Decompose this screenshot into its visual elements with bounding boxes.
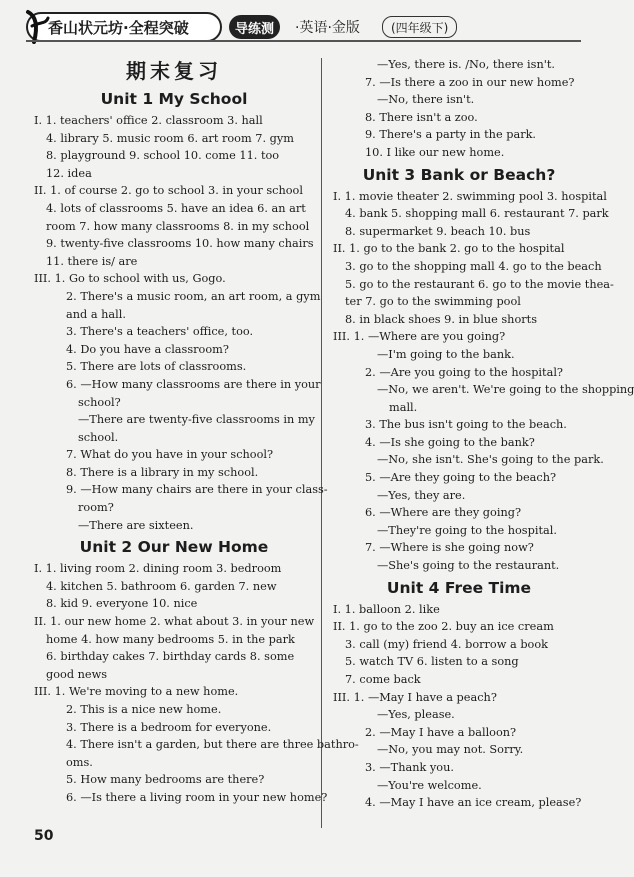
answer-line: 2. —May I have a balloon? bbox=[365, 725, 517, 739]
column-divider bbox=[321, 58, 322, 828]
answer-line: 8. There is a library in my school. bbox=[66, 465, 259, 479]
answer-line: ter 7. go to the swimming pool bbox=[345, 295, 521, 309]
answer-line: III. 1. —May I have a peach? bbox=[333, 690, 497, 704]
answer-line: room? bbox=[78, 501, 114, 515]
answer-line: III. 1. We're moving to a new home. bbox=[34, 685, 239, 699]
answer-line: 11. there is/ are bbox=[46, 254, 138, 268]
grade-label: (四年级下) bbox=[382, 16, 457, 38]
answer-line: 4. There isn't a garden, but there are three bathro- bbox=[66, 738, 359, 752]
answer-line: 4. kitchen 5. bathroom 6. garden 7. new bbox=[46, 579, 277, 593]
answer-line: II. 1. of course 2. go to school 3. in your school bbox=[34, 184, 303, 198]
answer-line: —There are twenty-five classrooms in my bbox=[78, 413, 315, 427]
answer-line: 9. There's a party in the park. bbox=[365, 128, 537, 142]
answer-line: —No, she isn't. She's going to the park. bbox=[377, 453, 604, 467]
answer-line: 3. The bus isn't going to the beach. bbox=[365, 418, 567, 432]
answer-line: III. 1. Go to school with us, Gogo. bbox=[34, 272, 226, 286]
unit-heading: Unit 4 Free Time bbox=[386, 578, 532, 597]
answer-line: 10. I like our new home. bbox=[365, 145, 505, 159]
right-column bbox=[333, 56, 634, 812]
answer-line: —You're welcome. bbox=[377, 778, 482, 792]
answer-line: 3. There is a bedroom for everyone. bbox=[66, 720, 272, 734]
answer-line: —No, you may not. Sorry. bbox=[377, 743, 524, 757]
answer-line: II. 1. our new home 2. what about 3. in your new bbox=[34, 615, 315, 629]
page-header bbox=[26, 6, 581, 58]
answer-line: —Yes, they are. bbox=[377, 488, 466, 502]
answer-line: 2. —Are you going to the hospital? bbox=[365, 365, 563, 379]
answer-line: 8. in black shoes 9. in blue shorts bbox=[345, 312, 537, 326]
answer-line: 5. There are lots of classrooms. bbox=[66, 360, 247, 374]
answer-line: 12. idea bbox=[46, 166, 92, 180]
answer-line: —There are sixteen. bbox=[78, 518, 194, 532]
answer-line: 3. go to the shopping mall 4. go to the beach bbox=[345, 259, 602, 273]
answer-line: 4. library 5. music room 6. art room 7. gym bbox=[46, 131, 294, 145]
answer-line: 7. What do you have in your school? bbox=[66, 448, 274, 462]
answer-line: school? bbox=[78, 395, 121, 409]
answer-line: 6. —Is there a living room in your new home? bbox=[66, 790, 328, 804]
answer-line: 6. birthday cakes 7. birthday cards 8. some bbox=[46, 650, 295, 664]
unit-heading: Unit 1 My School bbox=[100, 90, 248, 108]
answer-line: I. 1. movie theater 2. swimming pool 3. hospital bbox=[333, 189, 607, 203]
answer-line: oms. bbox=[66, 755, 93, 769]
answer-line: 5. watch TV 6. listen to a song bbox=[345, 655, 519, 669]
answer-line: 3. call (my) friend 4. borrow a book bbox=[345, 637, 548, 651]
answer-line: —Yes, please. bbox=[377, 708, 455, 722]
answer-line: II. 1. go to the bank 2. go to the hospital bbox=[333, 242, 565, 256]
answer-line: 8. supermarket 9. beach 10. bus bbox=[345, 224, 531, 238]
left-column bbox=[34, 56, 359, 807]
answer-line: 2. This is a nice new home. bbox=[66, 703, 222, 716]
subject-label: ·英语·金版 bbox=[295, 20, 360, 36]
answer-line: 4. —Is she going to the bank? bbox=[365, 435, 535, 449]
answer-line: 4. lots of classrooms 5. have an idea 6. an art bbox=[46, 201, 306, 215]
brand-logo-icon bbox=[22, 8, 52, 48]
answer-line: good news bbox=[46, 667, 108, 681]
answer-line: 7. —Where is she going now? bbox=[365, 541, 534, 555]
answer-line: 3. —Thank you. bbox=[365, 760, 454, 774]
answer-line: II. 1. go to the zoo 2. buy an ice cream bbox=[333, 620, 554, 634]
answer-line: 7. come back bbox=[345, 673, 421, 686]
answer-line: mall. bbox=[389, 400, 418, 414]
answer-line: —No, there isn't. bbox=[377, 93, 475, 107]
answer-line: 5. —Are they going to the beach? bbox=[365, 471, 557, 485]
answer-line: I. 1. balloon 2. like bbox=[333, 602, 440, 616]
series-badge: 导练测 bbox=[229, 15, 280, 39]
answer-line: —They're going to the hospital. bbox=[377, 523, 557, 537]
answer-line: 7. —Is there a zoo in our new home? bbox=[365, 75, 575, 89]
page-title: 期末复习 bbox=[126, 59, 222, 83]
answer-line: I. 1. living room 2. dining room 3. bedroom bbox=[34, 562, 282, 576]
answer-line: 6. —How many classrooms are there in your bbox=[66, 377, 321, 391]
answer-line: I. 1. teachers' office 2. classroom 3. hall bbox=[34, 114, 263, 127]
answer-line: 4. Do you have a classroom? bbox=[66, 342, 229, 356]
answer-line: 6. —Where are they going? bbox=[365, 506, 522, 520]
unit-heading: Unit 3 Bank or Beach? bbox=[362, 165, 556, 184]
answer-line: and a hall. bbox=[66, 307, 126, 321]
answer-line: home 4. how many bedrooms 5. in the park bbox=[46, 632, 295, 646]
answer-line: school. bbox=[78, 430, 119, 444]
answer-line: 4. —May I have an ice cream, please? bbox=[365, 796, 582, 810]
answer-line: 8. kid 9. everyone 10. nice bbox=[46, 597, 198, 611]
answer-line: 5. go to the restaurant 6. go to the movie thea- bbox=[345, 277, 614, 291]
brand-banner bbox=[26, 12, 222, 42]
answer-line: —Yes, there is. /No, there isn't. bbox=[377, 58, 555, 71]
answer-line: 4. bank 5. shopping mall 6. restaurant 7. park bbox=[345, 207, 609, 221]
answer-line: room 7. how many classrooms 8. in my school bbox=[46, 219, 310, 233]
page-number: 50 bbox=[34, 828, 54, 844]
answer-line: 8. There isn't a zoo. bbox=[365, 110, 478, 124]
answer-line: —She's going to the restaurant. bbox=[377, 559, 560, 573]
unit-heading: Unit 2 Our New Home bbox=[79, 538, 269, 557]
answer-line: 2. There's a music room, an art room, a gym bbox=[66, 289, 321, 303]
brand-text: 香山状元坊·全程突破 bbox=[48, 18, 189, 37]
answer-line: 9. —How many chairs are there in your class- bbox=[66, 483, 328, 497]
answer-line: III. 1. —Where are you going? bbox=[333, 330, 506, 344]
answer-line: —I'm going to the bank. bbox=[377, 347, 515, 361]
answer-line: 8. playground 9. school 10. come 11. too bbox=[46, 149, 280, 163]
answer-line: 5. How many bedrooms are there? bbox=[66, 773, 265, 787]
header-rule bbox=[26, 40, 581, 42]
answer-line: 9. twenty-five classrooms 10. how many chairs bbox=[46, 237, 314, 251]
answer-line: 3. There's a teachers' office, too. bbox=[66, 325, 254, 339]
answer-line: —No, we aren't. We're going to the shopping bbox=[377, 383, 634, 397]
